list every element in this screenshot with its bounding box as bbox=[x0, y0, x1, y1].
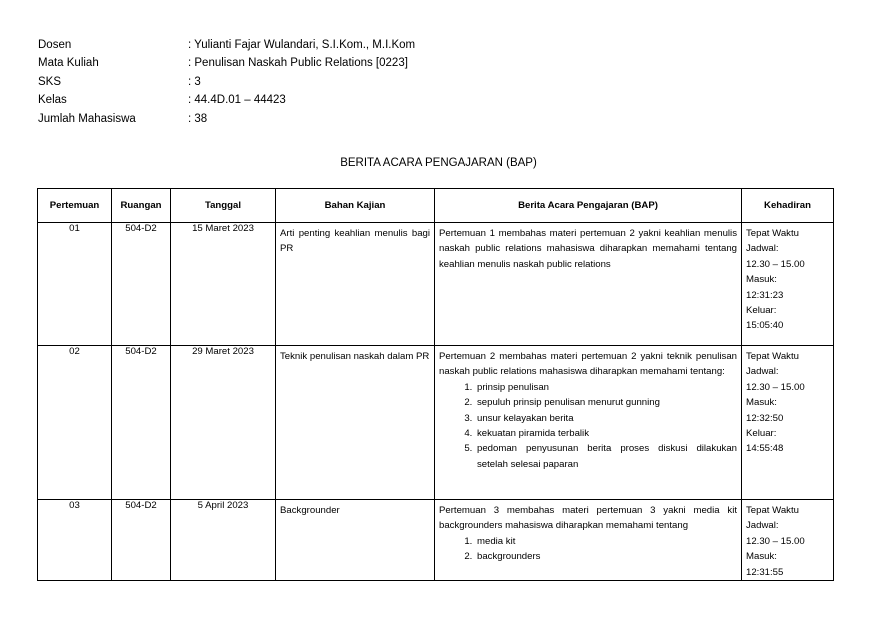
info-value: : 44.4D.01 – 44423 bbox=[188, 94, 286, 107]
cell-kehadiran bbox=[742, 500, 834, 581]
bap-block bbox=[435, 346, 741, 472]
kehadiran-block bbox=[742, 500, 833, 580]
info-row-sks bbox=[38, 73, 415, 91]
kehadiran-value: 12.30 – 15.00 bbox=[746, 258, 805, 270]
kehadiran-label: Jadwal: bbox=[746, 366, 779, 378]
bahan-text: Teknik penulisan naskah dalam PR bbox=[280, 351, 430, 362]
table-row bbox=[38, 500, 834, 581]
kehadiran-value: 12.30 – 15.00 bbox=[746, 381, 805, 393]
info-row-kelas bbox=[38, 91, 415, 109]
bap-list bbox=[439, 380, 737, 472]
kehadiran-label: Masuk: bbox=[746, 274, 777, 286]
kehadiran-value: 15:05:40 bbox=[746, 320, 784, 332]
cell-pertemuan: 02 bbox=[38, 346, 112, 500]
cell-bahan bbox=[276, 500, 435, 581]
bap-table bbox=[37, 188, 834, 581]
kehadiran-label: Masuk: bbox=[746, 397, 777, 409]
list-item: 4. kekuatan piramida terbalik bbox=[475, 426, 737, 441]
list-item: 2. sepuluh prinsip penulisan menurut gunning bbox=[475, 395, 737, 410]
kehadiran-label: Masuk: bbox=[746, 551, 777, 563]
cell-bahan bbox=[276, 346, 435, 500]
document-title: BERITA ACARA PENGAJARAN (BAP) bbox=[340, 157, 537, 169]
bap-block bbox=[435, 500, 741, 565]
cell-ruangan: 504-D2 bbox=[112, 346, 171, 500]
kehadiran-value: 14:55:48 bbox=[746, 443, 784, 455]
kehadiran-block bbox=[742, 223, 833, 334]
header-bahan-kajian: Bahan Kajian bbox=[276, 189, 435, 223]
info-row-dosen bbox=[38, 36, 415, 54]
kehadiran-block bbox=[742, 346, 833, 457]
kehadiran-value: 12.30 – 15.00 bbox=[746, 535, 805, 547]
kehadiran-label: Jadwal: bbox=[746, 243, 779, 255]
kehadiran-value: 12:32:50 bbox=[746, 412, 784, 424]
kehadiran-value: 12:31:23 bbox=[746, 289, 784, 301]
bahan-text: Arti penting keahlian menulis bagi PR bbox=[280, 228, 430, 255]
kehadiran-label: Keluar: bbox=[746, 305, 777, 317]
info-row-mata-kuliah bbox=[38, 54, 415, 72]
list-item: 1. media kit bbox=[475, 534, 737, 549]
info-key: Mata Kuliah bbox=[38, 57, 99, 70]
bap-text: Pertemuan 3 membahas materi pertemuan 3 yakni media kit backgrounders mahasiswa diharapkan memahami tentang bbox=[439, 505, 737, 532]
table-header-row bbox=[38, 189, 834, 223]
info-row-jumlah-mahasiswa bbox=[38, 110, 415, 128]
header-bap: Berita Acara Pengajaran (BAP) bbox=[435, 189, 742, 223]
cell-kehadiran bbox=[742, 223, 834, 346]
cell-bap bbox=[435, 346, 742, 500]
list-item: 3. unsur kelayakan berita bbox=[475, 411, 737, 426]
bap-text: Pertemuan 2 membahas materi pertemuan 2 yakni teknik penulisan naskah public relations mahasiswa diharapkan memahami tentang: bbox=[439, 351, 737, 378]
bap-list bbox=[439, 534, 737, 565]
cell-bap bbox=[435, 500, 742, 581]
cell-bahan bbox=[276, 223, 435, 346]
info-key: SKS bbox=[38, 75, 62, 88]
info-value: : Penulisan Naskah Public Relations [0223] bbox=[188, 57, 408, 70]
cell-tanggal: 29 Maret 2023 bbox=[171, 346, 276, 500]
kehadiran-status: Tepat Waktu bbox=[746, 351, 799, 362]
cell-tanggal: 15 Maret 2023 bbox=[171, 223, 276, 346]
info-value: : 3 bbox=[188, 75, 201, 88]
list-item: 2. backgrounders bbox=[475, 549, 737, 564]
header-pertemuan: Pertemuan bbox=[38, 189, 112, 223]
kehadiran-status: Tepat Waktu bbox=[746, 505, 799, 516]
bahan-text: Backgrounder bbox=[280, 505, 340, 516]
cell-kehadiran bbox=[742, 346, 834, 500]
kehadiran-value: 12:31:55 bbox=[746, 566, 784, 578]
course-info bbox=[38, 36, 415, 128]
kehadiran-label: Jadwal: bbox=[746, 520, 779, 532]
cell-pertemuan: 03 bbox=[38, 500, 112, 581]
list-item: 5. pedoman penyusunan berita proses diskusi dilakukan setelah selesai paparan bbox=[475, 441, 737, 472]
cell-bap bbox=[435, 223, 742, 346]
header-ruangan: Ruangan bbox=[112, 189, 171, 223]
info-key: Jumlah Mahasiswa bbox=[38, 112, 136, 125]
info-value: : Yulianti Fajar Wulandari, S.I.Kom., M.I.Kom bbox=[188, 39, 416, 51]
cell-ruangan: 504-D2 bbox=[112, 223, 171, 346]
cell-ruangan: 504-D2 bbox=[112, 500, 171, 581]
kehadiran-label: Keluar: bbox=[746, 428, 777, 440]
header-kehadiran: Kehadiran bbox=[742, 189, 834, 223]
list-item: 1. prinsip penulisan bbox=[475, 380, 737, 395]
cell-tanggal: 5 April 2023 bbox=[171, 500, 276, 581]
kehadiran-status: Tepat Waktu bbox=[746, 228, 799, 239]
table-row bbox=[38, 346, 834, 500]
info-value: : 38 bbox=[188, 112, 208, 125]
header-tanggal: Tanggal bbox=[171, 189, 276, 223]
cell-pertemuan: 01 bbox=[38, 223, 112, 346]
table-row bbox=[38, 223, 834, 346]
info-key: Dosen bbox=[38, 39, 72, 51]
bap-text: Pertemuan 1 membahas materi pertemuan 2 yakni keahlian menulis naskah public relations mahasiswa diharapkan memahami tentang keahlian menulis naskah public relations bbox=[439, 228, 737, 270]
info-key: Kelas bbox=[38, 94, 67, 107]
